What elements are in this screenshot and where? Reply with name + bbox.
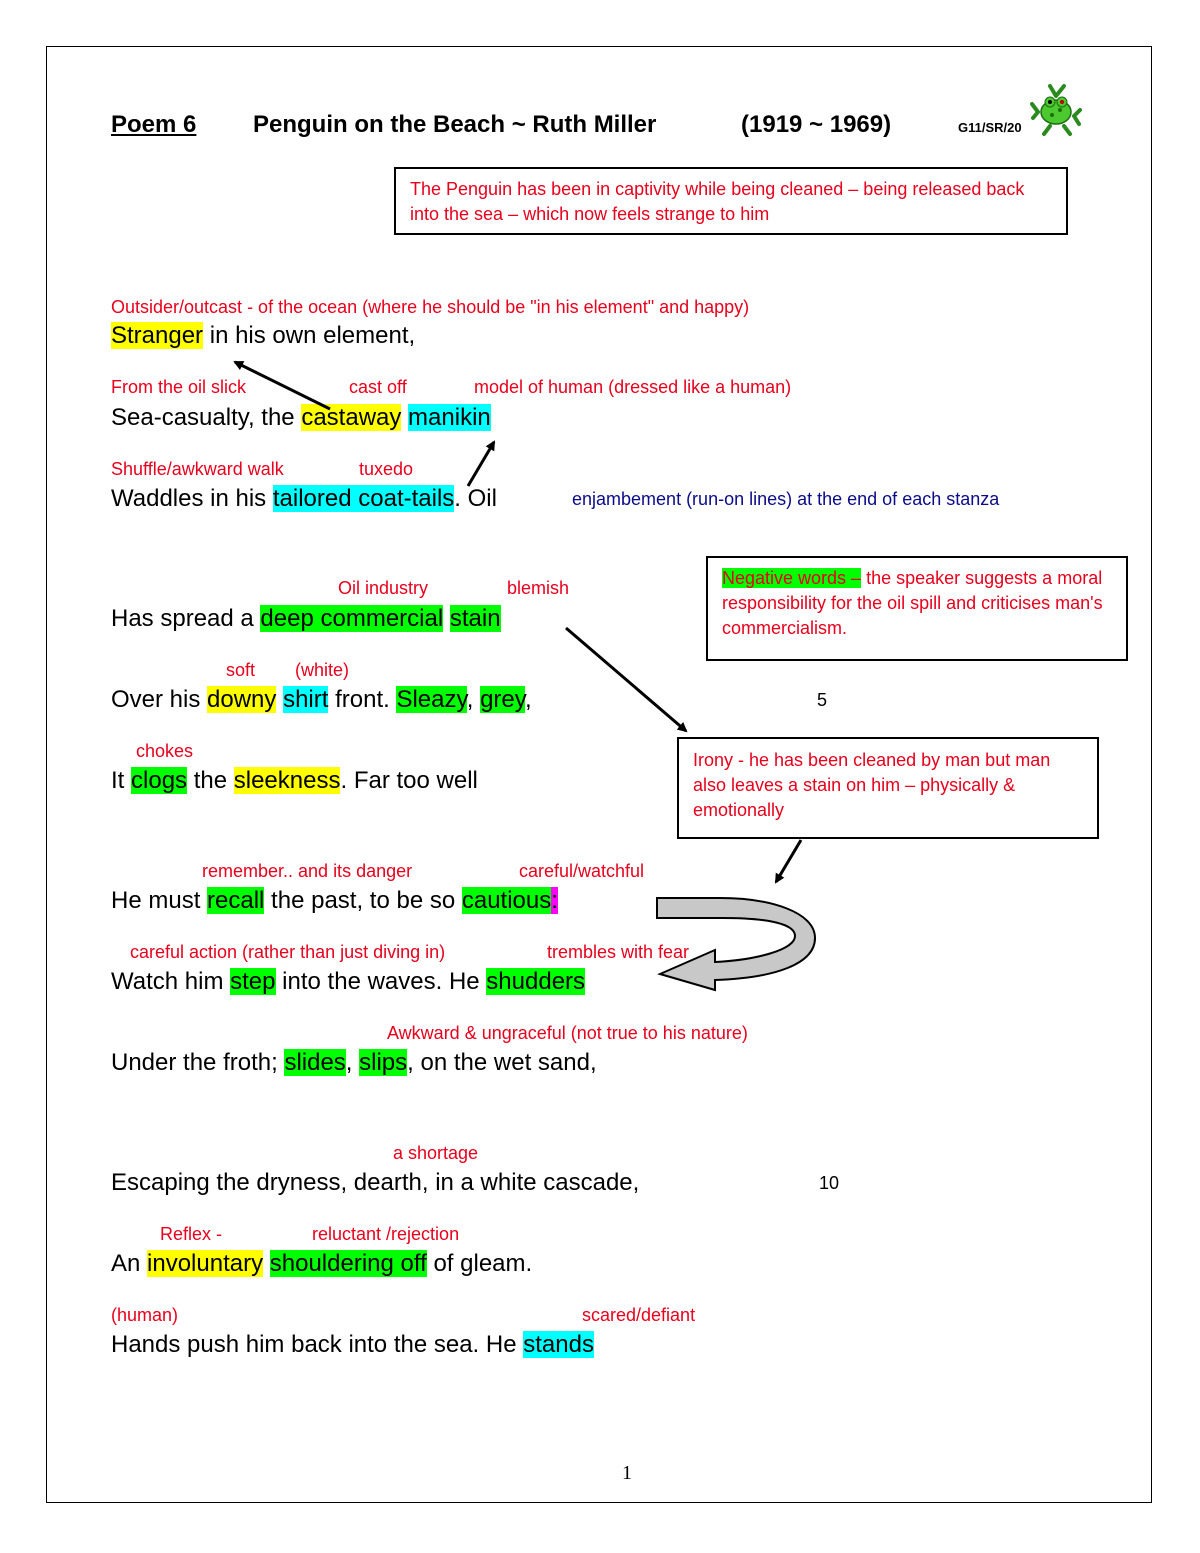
annotation-reflex: Reflex - [160, 1224, 223, 1244]
poem-line-8: Watch him step into the waves. He shudders [111, 968, 586, 995]
poem-line-9: Under the froth; slides, slips, on the wet sand, [111, 1049, 597, 1076]
poem-dates: (1919 ~ 1969) [741, 111, 892, 138]
poem-line-4: Has spread a deep commercial stain [111, 605, 501, 632]
arrow-stain-to-irony [566, 628, 686, 731]
arrow-castaway-to-stranger [235, 362, 330, 409]
annotation-careful-action: careful action (rather than just diving in) [130, 942, 446, 962]
annotation-cast-off: cast off [349, 377, 407, 397]
annotation-shuffle: Shuffle/awkward walk [111, 459, 284, 479]
annotation-scared: scared/defiant [582, 1305, 696, 1325]
page-number: 1 [622, 1462, 632, 1484]
annotation-white: (white) [295, 660, 350, 680]
annotation-chokes: chokes [136, 741, 194, 761]
curved-arrow-shudders [657, 898, 815, 990]
annotation-oil-industry: Oil industry [338, 578, 429, 598]
annotation-human: (human) [111, 1305, 179, 1325]
line-number-5: 5 [817, 690, 828, 710]
annotation-blemish: blemish [507, 578, 570, 598]
annotation-reluctant: reluctant /rejection [312, 1224, 460, 1244]
annotation-model-human: model of human (dressed like a human) [474, 377, 792, 397]
poem-line-10: Escaping the dryness, dearth, in a white cascade, [111, 1169, 640, 1196]
annotation-enjambement: enjambement (run-on lines) at the end of each stanza [572, 489, 1000, 509]
page-title: Penguin on the Beach ~ Ruth Miller [253, 111, 657, 138]
poem-line-5: Over his downy shirt front. Sleazy, grey, [111, 686, 532, 713]
annotation-shortage: a shortage [393, 1143, 479, 1163]
annotation-tuxedo: tuxedo [359, 459, 414, 479]
annotation-trembles: trembles with fear [547, 942, 690, 962]
irony-box: Irony - he has been cleaned by man but man also leaves a stain on him – physically & emotionally [677, 737, 1099, 839]
poem-line-12: Hands push him back into the sea. He stands [111, 1331, 594, 1358]
annotation-careful-watchful: careful/watchful [519, 861, 645, 881]
poem-line-3: Waddles in his tailored coat-tails. Oil [111, 485, 497, 512]
poem-line-6: It clogs the sleekness. Far too well [111, 767, 478, 794]
annotation-soft: soft [226, 660, 256, 680]
intro-box: The Penguin has been in captivity while being cleaned – being released back into the sea – which now feels strange to him [394, 167, 1068, 235]
annotation-remember: remember.. and its danger [202, 861, 413, 881]
annotation-outsider: Outsider/outcast - of the ocean (where he should be "in his element" and happy) [111, 297, 750, 317]
annotation-awkward: Awkward & ungraceful (not true to his nature) [387, 1023, 748, 1043]
poem-line-2: Sea-casualty, the castaway manikin [111, 404, 491, 431]
poem-number: Poem 6 [111, 111, 197, 138]
poem-line-1: Stranger in his own element, [111, 322, 416, 349]
poem-line-7: He must recall the past, to be so cautious: [111, 887, 558, 914]
line-number-10: 10 [819, 1173, 840, 1193]
annotation-oil-slick: From the oil slick [111, 377, 247, 397]
arrow-coattails-to-manikin [468, 442, 494, 486]
poem-line-11: An involuntary shouldering off of gleam. [111, 1250, 533, 1277]
arrow-irony-down [776, 840, 801, 882]
negative-words-box: Negative words – the speaker suggests a moral responsibility for the oil spill and criticises man's commercialism. [706, 556, 1128, 661]
document-code: G11/SR/20 [958, 120, 1022, 135]
